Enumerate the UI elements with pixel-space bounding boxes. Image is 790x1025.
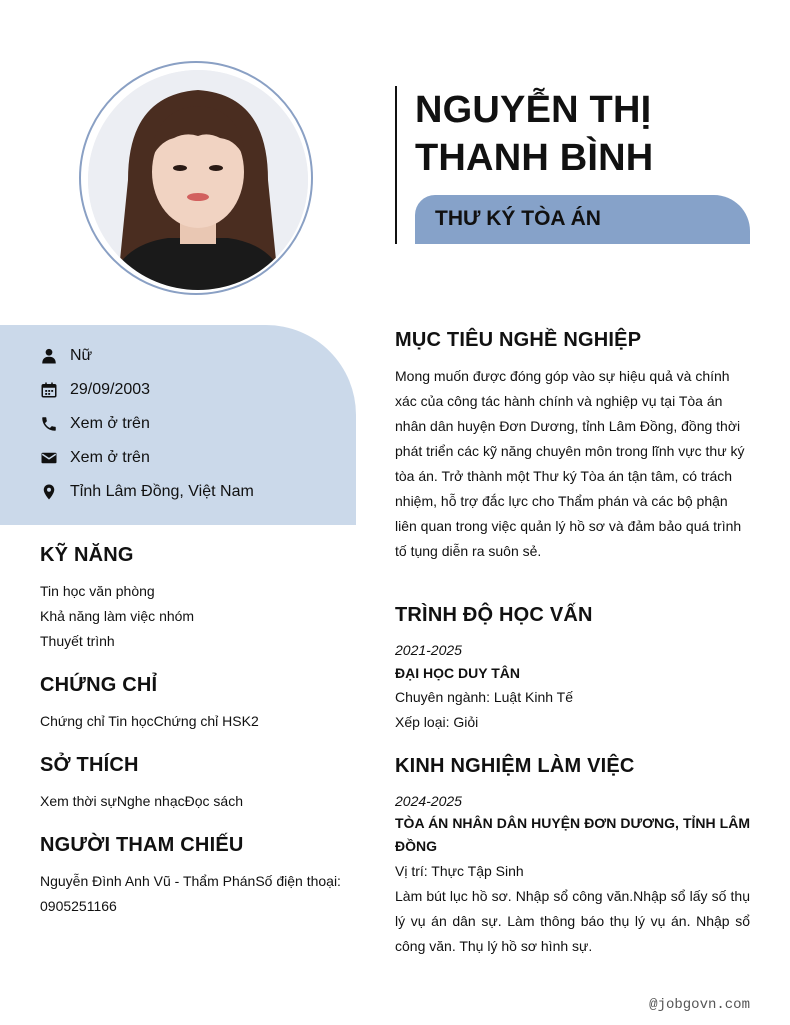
skill-item: Tin học văn phòng — [40, 583, 155, 599]
experience-description: Làm bút lục hồ sơ. Nhập sổ công văn.Nhập sổ lấy số thụ lý vụ án dân sự. Làm thông báo thụ lý vụ án. Nhập sổ công văn. Thụ lý hồ sơ hình sự. — [395, 888, 750, 954]
person-icon — [40, 345, 64, 367]
reference-line-2: 0905251166 — [40, 898, 117, 914]
hobbies-text: Xem thời sựNghe nhạcĐọc sách — [40, 793, 243, 809]
certificates-title: CHỨNG CHỈ — [40, 674, 158, 696]
education-grade: Xếp loại: Giỏi — [395, 714, 479, 730]
header-accent-bar — [395, 86, 397, 244]
objective-title: MỤC TIÊU NGHỀ NGHIỆP — [395, 329, 642, 351]
education-title: TRÌNH ĐỘ HỌC VẤN — [395, 604, 593, 626]
skill-item: Khả năng làm việc nhóm — [40, 608, 195, 624]
certificates-text: Chứng chỉ Tin họcChứng chỉ HSK2 — [40, 713, 259, 729]
contact-address — [40, 481, 254, 503]
phone-value[interactable]: Xem ở trên — [70, 415, 150, 432]
portrait-illustration — [88, 70, 308, 290]
location-pin-icon — [40, 481, 64, 503]
job-title: THƯ KÝ TÒA ÁN — [435, 207, 601, 230]
candidate-name — [415, 86, 775, 182]
education-major: Chuyên ngành: Luật Kinh Tế — [395, 689, 573, 705]
phone-icon — [40, 413, 64, 435]
footer-watermark: @jobgovn.com — [649, 997, 750, 1013]
contact-email — [40, 447, 150, 469]
portrait-photo — [88, 70, 308, 290]
gender-value: Nữ — [70, 347, 93, 364]
education-period: 2021-2025 — [395, 642, 462, 658]
birthdate-value: 29/09/2003 — [70, 381, 151, 398]
skill-item: Thuyết trình — [40, 633, 115, 649]
address-value: Tỉnh Lâm Đồng, Việt Nam — [70, 483, 254, 500]
skills-title: KỸ NĂNG — [40, 544, 134, 566]
reference-line-1: Nguyễn Đình Anh Vũ - Thẩm PhánSố điện thoại: — [40, 873, 341, 889]
name-line-1: NGUYỄN THỊ — [415, 89, 652, 131]
mail-icon — [40, 447, 64, 469]
contact-phone — [40, 413, 150, 435]
experience-period: 2024-2025 — [395, 793, 462, 809]
contact-gender — [40, 345, 92, 367]
experience-title: KINH NGHIỆM LÀM VIỆC — [395, 755, 635, 777]
email-value[interactable]: Xem ở trên — [70, 449, 150, 466]
calendar-icon — [40, 379, 64, 401]
hobbies-title: SỞ THÍCH — [40, 754, 139, 776]
objective-text: Mong muốn được đóng góp vào sự hiệu quả và chính xác của công tác hành chính và nghiệp vụ tại Tòa án nhân dân huyện Đơn Dương, tỉnh Lâm Đồng, đồng thời phát triển các kỹ năng chuyên môn trong lĩnh vực thư ký tòa án. Trở thành một Thư ký Tòa án tận tâm, có trách nhiệm, hỗ trợ đắc lực cho Thẩm phán và các bộ phận liên quan trong việc quản lý hồ sơ và đảm bảo quá trình tố tụng diễn ra suôn sẻ. — [395, 368, 745, 559]
education-school: ĐẠI HỌC DUY TÂN — [395, 665, 520, 681]
references-title: NGƯỜI THAM CHIẾU — [40, 834, 244, 856]
experience-company: TÒA ÁN NHÂN DÂN HUYỆN ĐƠN DƯƠNG, TỈNH LÂM ĐỒNG — [395, 815, 750, 854]
contact-birthdate — [40, 379, 150, 401]
name-line-2: THANH BÌNH — [415, 137, 654, 179]
experience-position: Vị trí: Thực Tập Sinh — [395, 863, 524, 879]
